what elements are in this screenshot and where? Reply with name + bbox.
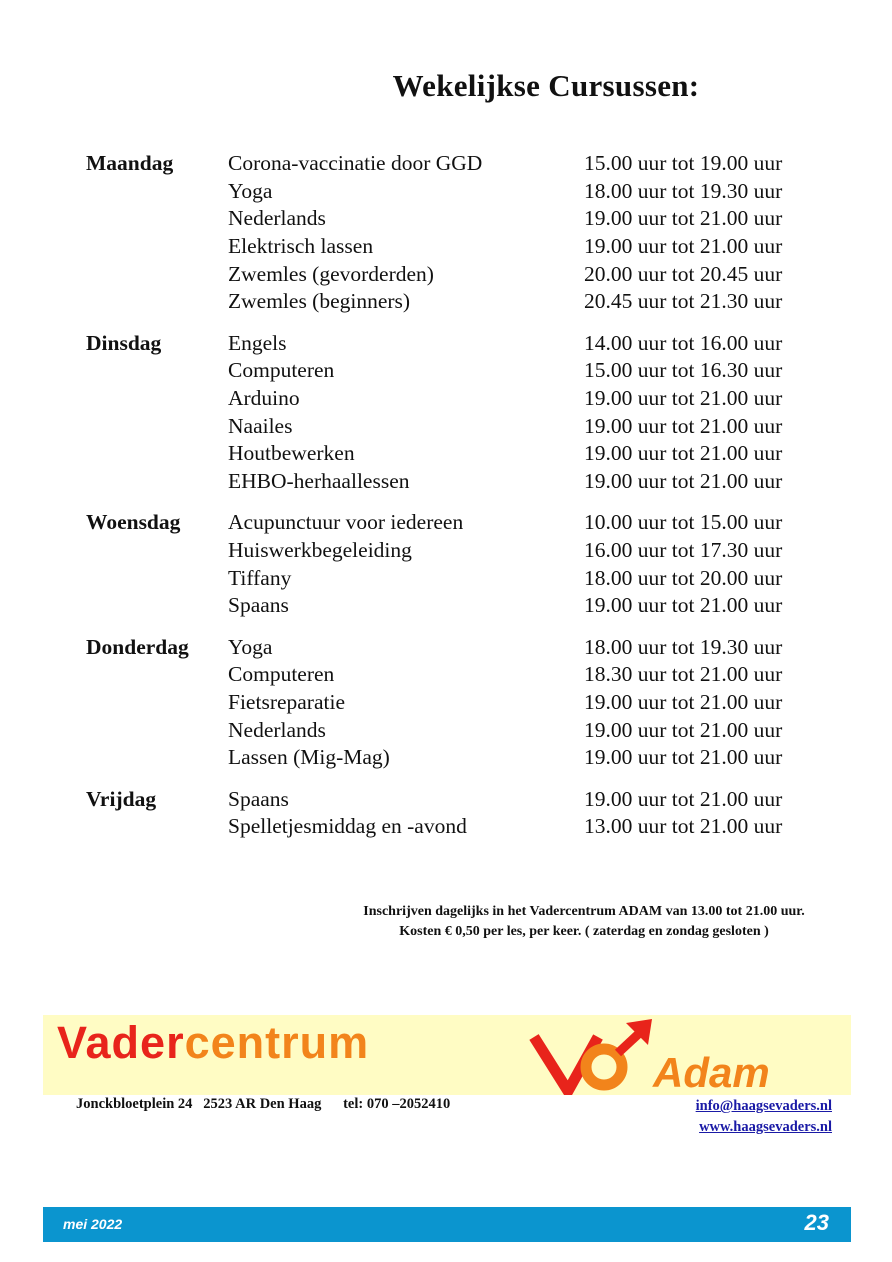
course-time: 20.45 uur tot 21.30 uur: [584, 289, 783, 314]
weekly-schedule: [86, 150, 816, 855]
male-symbol-icon: [528, 1015, 658, 1095]
course-time: 18.00 uur tot 20.00 uur: [584, 565, 783, 590]
registration-note: [280, 902, 888, 942]
course-row: [86, 233, 816, 261]
street: Jonckbloetplein 24: [76, 1096, 193, 1112]
course-time: 18.00 uur tot 19.30 uur: [584, 634, 783, 659]
footer-date: mei 2022: [63, 1216, 123, 1232]
course-time: 19.00 uur tot 21.00 uur: [584, 593, 783, 618]
course-name: Engels: [228, 330, 287, 355]
course-name: Tiffany: [228, 565, 292, 590]
course-time: 18.00 uur tot 19.30 uur: [584, 178, 783, 203]
page-title: Wekelijkse Cursussen:: [392, 68, 700, 103]
course-name: Corona-vaccinatie door GGD: [228, 151, 483, 176]
day-label: Donderdag: [86, 634, 189, 659]
course-name: Zwemles (beginners): [228, 289, 411, 314]
course-row: [86, 385, 816, 413]
course-time: 19.00 uur tot 21.00 uur: [584, 441, 783, 466]
course-name: Arduino: [228, 386, 300, 411]
course-row: [86, 537, 816, 565]
course-row: [86, 785, 816, 813]
course-row: [86, 468, 816, 496]
course-time: 15.00 uur tot 16.30 uur: [584, 358, 783, 383]
course-name: EHBO-herhaallessen: [228, 468, 410, 493]
course-row: [86, 661, 816, 689]
course-time: 19.00 uur tot 21.00 uur: [584, 206, 783, 231]
course-time: 20.00 uur tot 20.45 uur: [584, 261, 783, 286]
course-name: Yoga: [228, 634, 273, 659]
course-name: Computeren: [228, 358, 335, 383]
day-label: Vrijdag: [86, 786, 157, 811]
course-row: [86, 689, 816, 717]
footer-bar: [43, 1207, 851, 1242]
course-time: 19.00 uur tot 21.00 uur: [584, 234, 783, 259]
course-time: 15.00 uur tot 19.00 uur: [584, 151, 783, 176]
course-name: Spaans: [228, 593, 289, 618]
day-group: [86, 509, 816, 619]
course-row: [86, 260, 816, 288]
logo-wordmark: [57, 1017, 369, 1069]
logo-centrum: centrum: [184, 1017, 370, 1068]
course-time: 19.00 uur tot 21.00 uur: [584, 689, 783, 714]
course-row: [86, 330, 816, 358]
registration-line: Inschrijven dagelijks in het Vadercentrum ADAM van 13.00 tot 21.00 uur.: [363, 904, 805, 919]
course-row: [86, 716, 816, 744]
course-time: 19.00 uur tot 21.00 uur: [584, 413, 783, 438]
logo-banner: [43, 1015, 851, 1095]
logo-vader: Vader: [57, 1017, 185, 1068]
course-time: 19.00 uur tot 21.00 uur: [584, 386, 783, 411]
page-number: 23: [804, 1210, 829, 1235]
course-row: [86, 412, 816, 440]
course-name: Lassen (Mig-Mag): [228, 745, 390, 770]
course-row: [86, 813, 816, 841]
course-time: 13.00 uur tot 21.00 uur: [584, 814, 783, 839]
day-label: Woensdag: [86, 510, 181, 535]
email-link[interactable]: info@haagsevaders.nl: [695, 1098, 832, 1114]
course-row: [86, 592, 816, 620]
day-label: Maandag: [86, 151, 174, 176]
course-name: Acupunctuur voor iedereen: [228, 510, 464, 535]
course-time: 10.00 uur tot 15.00 uur: [584, 510, 783, 535]
course-row: [86, 357, 816, 385]
course-time: 19.00 uur tot 21.00 uur: [584, 468, 783, 493]
cost-line: Kosten € 0,50 per les, per keer. ( zaterdag en zondag gesloten ): [399, 924, 769, 939]
contact-links: [696, 1096, 832, 1138]
course-time: 19.00 uur tot 21.00 uur: [584, 745, 783, 770]
day-group: [86, 330, 816, 496]
course-name: Nederlands: [228, 717, 326, 742]
course-name: Elektrisch lassen: [228, 234, 374, 259]
course-row: [86, 440, 816, 468]
course-name: Zwemles (gevorderden): [228, 261, 434, 286]
course-row: [86, 288, 816, 316]
course-name: Huiswerkbegeleiding: [228, 538, 412, 563]
phone: tel: 070 –2052410: [343, 1096, 451, 1112]
logo-adam: Adam: [653, 1049, 770, 1095]
course-row: [86, 509, 816, 537]
day-label: Dinsdag: [86, 330, 162, 355]
course-name: Naailes: [228, 413, 293, 438]
course-time: 18.30 uur tot 21.00 uur: [584, 662, 783, 687]
day-group: [86, 634, 816, 772]
course-row: [86, 150, 816, 178]
course-name: Yoga: [228, 178, 273, 203]
course-row: [86, 744, 816, 772]
course-time: 19.00 uur tot 21.00 uur: [584, 786, 783, 811]
day-group: [86, 785, 816, 840]
course-row: [86, 634, 816, 662]
course-row: [86, 564, 816, 592]
course-row: [86, 205, 816, 233]
website-link[interactable]: www.haagsevaders.nl: [699, 1119, 832, 1135]
course-name: Houtbewerken: [228, 441, 355, 466]
course-name: Spaans: [228, 786, 289, 811]
course-time: 19.00 uur tot 21.00 uur: [584, 717, 783, 742]
course-name: Computeren: [228, 662, 335, 687]
course-row: [86, 178, 816, 206]
city: 2523 AR Den Haag: [203, 1096, 322, 1112]
day-group: [86, 150, 816, 316]
address-line: [76, 1096, 450, 1113]
course-name: Nederlands: [228, 206, 326, 231]
course-name: Fietsreparatie: [228, 689, 346, 714]
course-name: Spelletjesmiddag en -avond: [228, 814, 467, 839]
course-time: 16.00 uur tot 17.30 uur: [584, 538, 783, 563]
course-time: 14.00 uur tot 16.00 uur: [584, 330, 783, 355]
